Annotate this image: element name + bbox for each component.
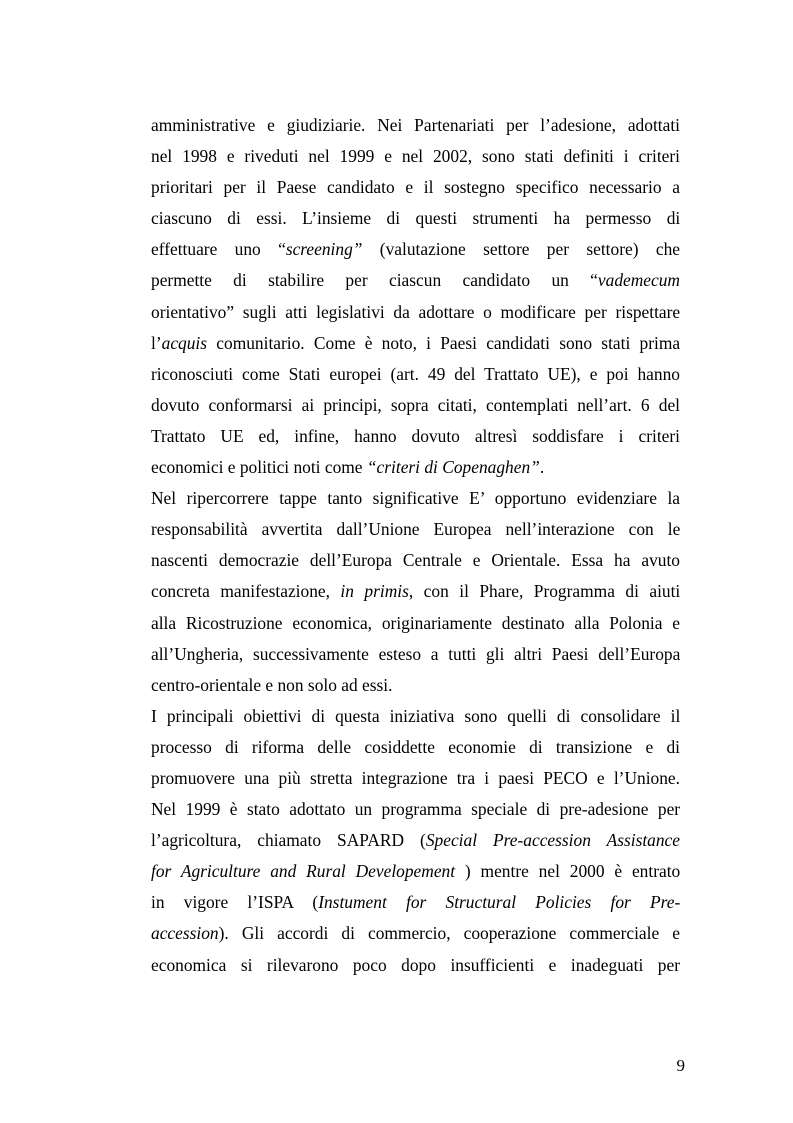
text-segment: (valutazione settore per settore) che — [362, 239, 680, 260]
text-segment: processo di riforma delle cosiddette economie di transizione e di — [151, 736, 680, 757]
italic-text-segment: accession — [151, 923, 219, 944]
text-line — [151, 732, 680, 763]
text-segment: nel 1998 e riveduti nel 1999 e nel 2002, sono stati definiti i criteri — [151, 146, 680, 167]
text-segment: riconosciuti come Stati europei (art. 49 del Trattato UE), e poi hanno — [151, 363, 680, 384]
text-line — [151, 390, 680, 421]
text-line — [151, 328, 680, 359]
text-segment: amministrative e giudiziarie. Nei Partenariati per l’adesione, adottati — [151, 115, 680, 135]
text-segment: responsabilità avvertita dall’Unione Europea nell’interazione con le — [151, 519, 680, 540]
italic-text-segment: in primis — [340, 581, 409, 602]
italic-text-segment: acquis — [161, 332, 208, 353]
text-line — [151, 421, 680, 452]
italic-text-segment: screening” — [285, 239, 363, 260]
text-segment: centro-orientale e non solo ad essi. — [151, 674, 393, 695]
text-segment: effettuare uno “ — [151, 239, 286, 260]
text-segment: , con il Phare, Programma di aiuti — [408, 581, 680, 602]
text-line — [151, 701, 680, 732]
text-segment: dovuto conformarsi ai principi, sopra citati, contemplati nell’art. 6 del — [151, 394, 680, 415]
italic-text-segment: Instument for Structural Policies for Pre- — [318, 892, 680, 913]
text-segment: . — [539, 457, 545, 478]
text-line — [151, 576, 680, 607]
text-line — [151, 110, 680, 141]
text-line — [151, 670, 680, 701]
italic-text-segment: Special Pre-accession Assistance — [425, 830, 680, 851]
text-segment: Trattato UE ed, infine, hanno dovuto altresì soddisfare i criteri — [151, 425, 680, 446]
text-line — [151, 545, 680, 576]
text-line — [151, 265, 680, 296]
text-line — [151, 483, 680, 514]
page-number: 9 — [676, 1056, 685, 1075]
text-segment: comunitario. Come è noto, i Paesi candidati sono stati prima — [207, 332, 680, 353]
text-line — [151, 825, 680, 856]
text-line — [151, 234, 680, 265]
text-line — [151, 297, 680, 328]
text-line — [151, 172, 680, 203]
italic-text-segment: “criteri di Copenaghen” — [366, 457, 540, 478]
text-line — [151, 608, 680, 639]
italic-text-segment: vademecum — [597, 270, 680, 291]
text-segment: economici e politici noti come — [151, 457, 367, 478]
text-segment: promuovere una più stretta integrazione tra i paesi PECO e l’Unione. — [151, 767, 680, 788]
text-segment: permette di stabilire per ciascun candidato un “ — [151, 270, 598, 291]
italic-text-segment: for Agriculture and Rural Developement — [151, 861, 456, 882]
body-text — [151, 110, 680, 981]
text-line — [151, 639, 680, 670]
text-segment: ciascuno di essi. L’insieme di questi strumenti ha permesso di — [151, 208, 680, 229]
text-line — [151, 141, 680, 172]
text-line — [151, 856, 680, 887]
text-line — [151, 203, 680, 234]
text-segment: l’agricoltura, chiamato SAPARD ( — [151, 830, 426, 851]
text-segment: in vigore l’ISPA ( — [151, 892, 319, 913]
text-segment: Nel ripercorrere tappe tanto significative E’ opportuno evidenziare la — [151, 488, 680, 509]
text-line — [151, 359, 680, 390]
text-line — [151, 763, 680, 794]
text-line — [151, 794, 680, 825]
text-line — [151, 452, 680, 483]
text-segment: alla Ricostruzione economica, originariamente destinato alla Polonia e — [151, 612, 680, 633]
text-segment: concreta manifestazione, — [151, 581, 341, 602]
text-segment: ). Gli accordi di commercio, cooperazione commerciale e — [218, 923, 680, 944]
text-segment: nascenti democrazie dell’Europa Centrale e Orientale. Essa ha avuto — [151, 550, 680, 571]
text-segment: I principali obiettivi di questa iniziativa sono quelli di consolidare il — [151, 705, 680, 726]
text-line — [151, 887, 680, 918]
text-segment: economica si rilevarono poco dopo insufficienti e inadeguati per — [151, 954, 680, 975]
text-segment: ) mentre nel 2000 è entrato — [455, 861, 680, 882]
text-segment: l’ — [151, 332, 162, 353]
text-segment: orientativo” sugli atti legislativi da adottare o modificare per rispettare — [151, 301, 680, 322]
text-line — [151, 950, 680, 981]
text-segment: all’Ungheria, successivamente esteso a tutti gli altri Paesi dell’Europa — [151, 643, 680, 664]
text-line — [151, 918, 680, 949]
text-segment: prioritari per il Paese candidato e il sostegno specifico necessario a — [151, 177, 680, 198]
text-line — [151, 514, 680, 545]
text-segment: Nel 1999 è stato adottato un programma speciale di pre-adesione per — [151, 799, 680, 820]
